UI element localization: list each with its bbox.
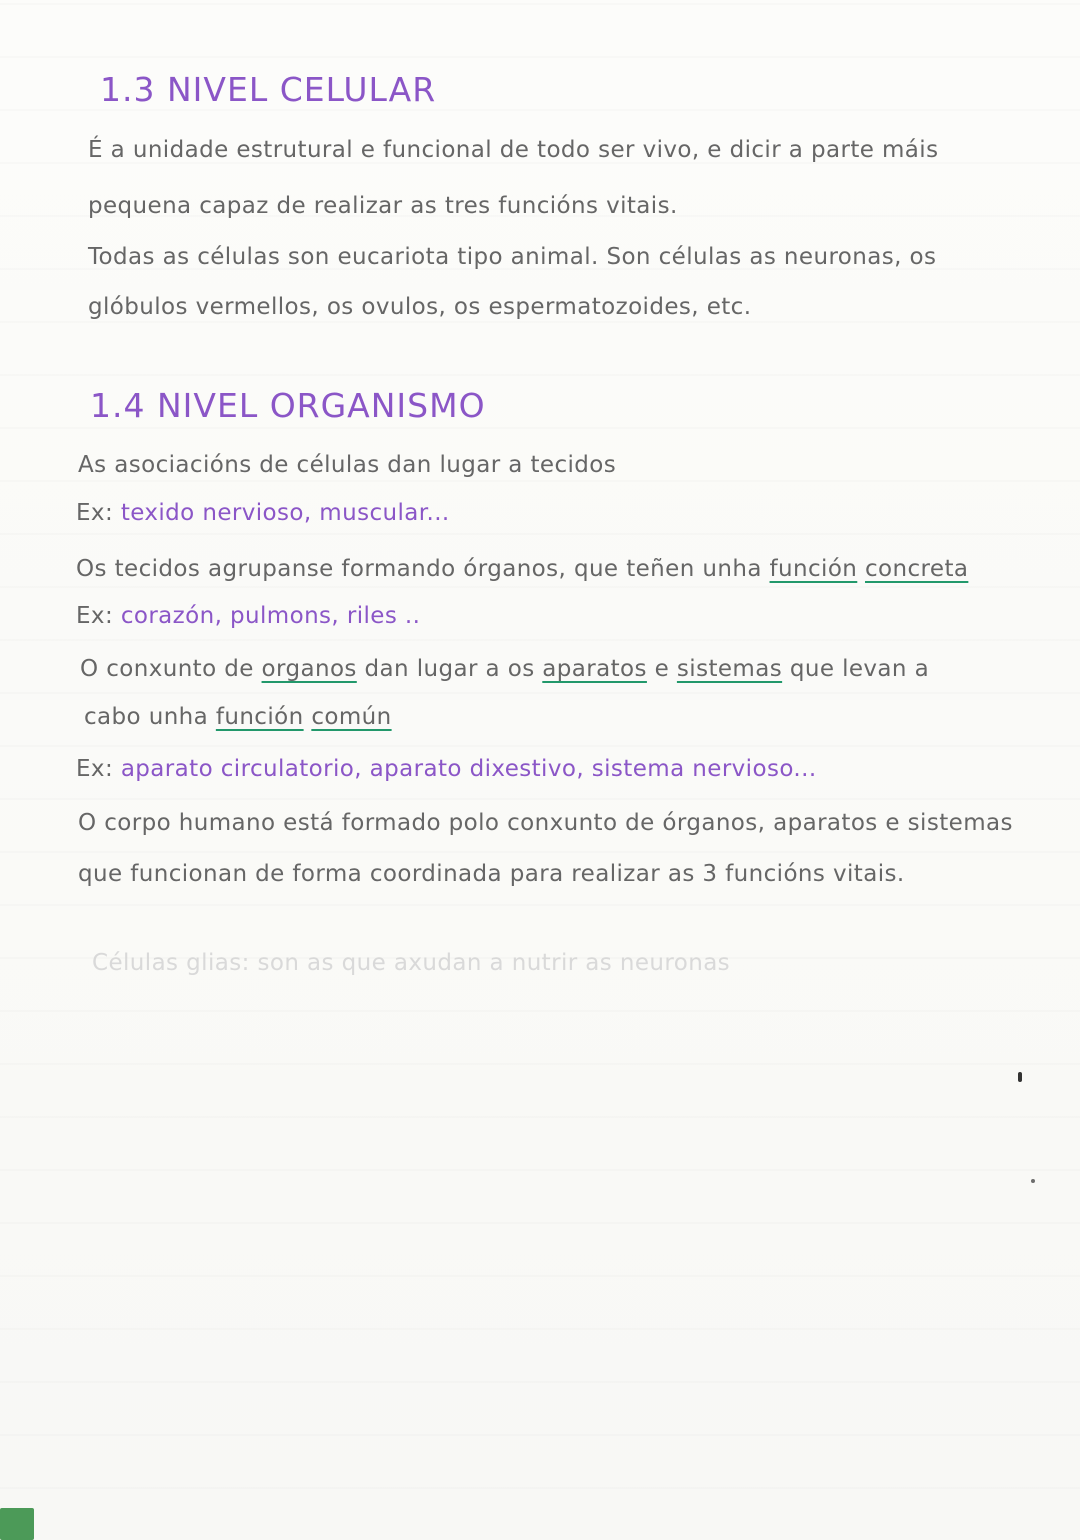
- cellular-text-line-1: É a unidade estrutural e funcional de todo ser vivo, e dicir a parte máis: [88, 137, 939, 163]
- organism-text-line-4: cabo unha función común: [84, 704, 392, 730]
- example-label: Ex:: [76, 756, 114, 782]
- example-label: Ex:: [76, 500, 114, 526]
- underlined-funcion: función: [769, 556, 858, 582]
- binder-tab: [0, 1508, 34, 1540]
- underlined-sistemas: sistemas: [676, 656, 783, 682]
- underlined-aparatos: aparatos: [542, 656, 647, 682]
- underlined-comun: común: [311, 704, 392, 730]
- underlined-concreta: concreta: [865, 556, 969, 582]
- organism-example-line-2: [76, 603, 420, 629]
- example-label: Ex:: [76, 603, 114, 629]
- cellular-text-line-4: glóbulos vermellos, os ovulos, os espermatozoides, etc.: [88, 294, 752, 320]
- example-text: aparato circulatorio, aparato dixestivo, sistema nervioso...: [120, 756, 817, 782]
- dot-mark: [1031, 1179, 1035, 1183]
- organism-text-line-3: O conxunto de organos dan lugar a os aparatos e sistemas que levan a: [80, 656, 930, 682]
- cellular-text-line-2: pequena capaz de realizar as tres funcións vitais.: [88, 193, 678, 219]
- underlined-organos: organos: [261, 656, 357, 682]
- faint-note: Células glias: son as que axudan a nutrir as neuronas: [92, 950, 731, 976]
- section-title-cellular: 1.3 NIVEL CELULAR: [100, 70, 437, 109]
- organism-example-line-1: [76, 500, 450, 526]
- pen-mark: [1018, 1072, 1022, 1082]
- organism-text-line-5: O corpo humano está formado polo conxunto de órganos, aparatos e sistemas: [78, 810, 1013, 836]
- example-text: corazón, pulmons, riles ..: [120, 603, 421, 629]
- organism-text-line-6: que funcionan de forma coordinada para realizar as 3 funcións vitais.: [78, 861, 905, 887]
- organism-text-line-1: As asociacións de células dan lugar a tecidos: [78, 452, 617, 478]
- example-text: texido nervioso, muscular...: [120, 500, 450, 526]
- organism-text-line-2: Os tecidos agrupanse formando órganos, que teñen unha función concreta: [76, 556, 969, 582]
- cellular-text-line-3: Todas as células son eucariota tipo animal. Son células as neuronas, os: [88, 244, 937, 270]
- organism-example-line-3: [76, 756, 817, 782]
- section-title-organism: 1.4 NIVEL ORGANISMO: [90, 386, 486, 425]
- underlined-funcion-2: función: [215, 704, 304, 730]
